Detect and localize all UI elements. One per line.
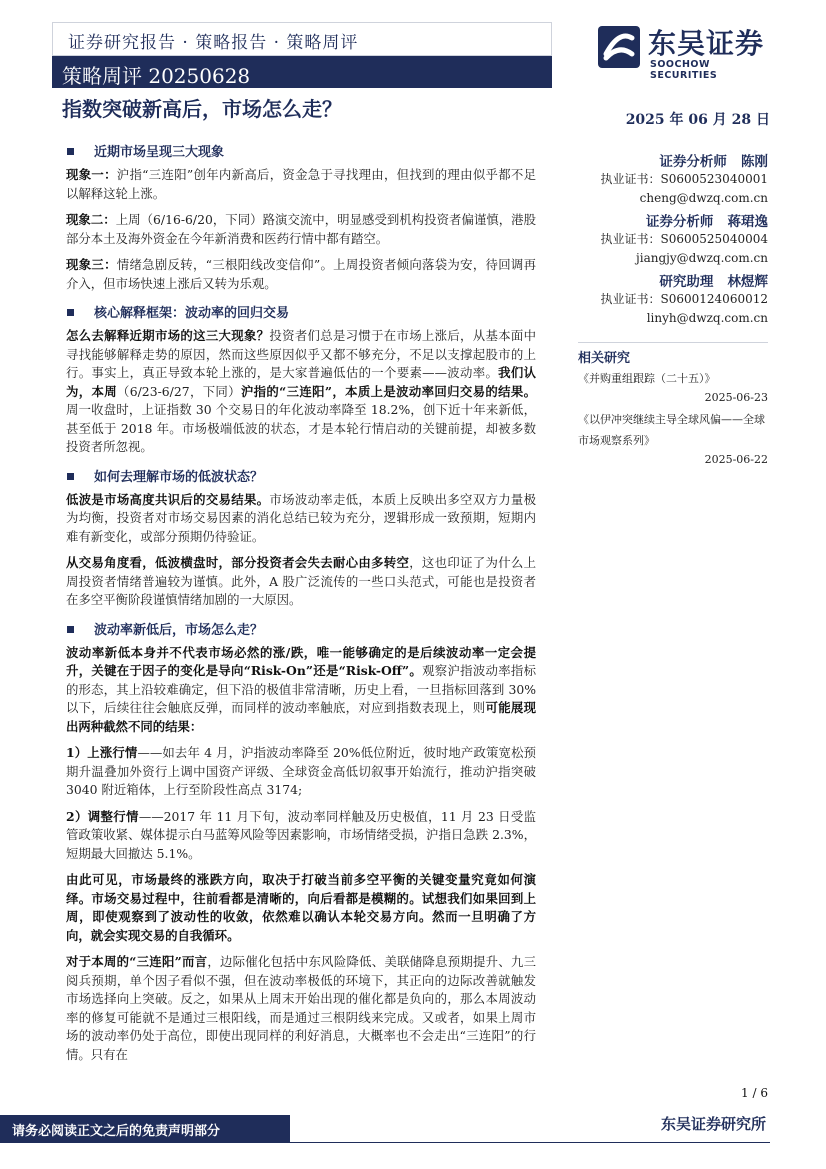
section-heading: 核心解释框架：波动率的回归交易 <box>66 302 536 321</box>
logo-text-cn: 东吴证券 <box>648 27 765 60</box>
analyst-block <box>578 210 768 268</box>
paragraph: 从交易角度看，低波横盘时，部分投资者会失去耐心由多转空，这也印证了为什么上周投资者情绪普遍较为谨慎。此外，A 股广泛流传的一些口头范式，可能也是投资者在多空平衡阶段谨慎情绪加剧的一大原因。 <box>66 555 537 607</box>
analyst-block <box>578 270 768 328</box>
bullet-square-icon <box>67 626 74 633</box>
institute-name: 东吴证券研究所 <box>660 1115 766 1133</box>
analyst-block <box>578 150 768 208</box>
related-research-item[interactable]: 《并购重组跟踪（二十五）》 <box>578 372 716 385</box>
main-content <box>66 132 536 1072</box>
paragraph: 现象二：上周（6/16-6/20，下同）路演交流中，明显感受到机构投资者偏谨慎，港股部分本土及海外资金在今年新消费和医药行情中都有踏空。 <box>66 212 536 246</box>
paragraph: 怎么去解释近期市场的这三大现象？投资者们总是习惯于在市场上涨后，从基本面中寻找能够解释走势的原因，然而这些原因似乎又都不够充分，不足以支撑起股市的上行。事实上，真正导致本轮上涨的，是大家普遍低估的一个要素——波动率。我们认为，本周（6/23-6/27，下同）沪指的“三连阳”，本质上是波动率回归交易的结果。周一收盘时，上证指数 30 个交易日的年化波动率降至 18.2%，创下近十年来新低，甚至低于 2018 年。市场极端低波的状态，才是本轮行情启动的关键前提，却被多数投资者所忽视。 <box>66 328 537 454</box>
bullet-square-icon <box>67 473 74 480</box>
paragraph: 对于本周的“三连阳”而言，边际催化包括中东风险降低、美联储降息预期提升、九三阅兵预期，单个因子看似不强，但在波动率极低的环境下，其正向的边际改善就触发市场选择向上突破。反之，如果从上周末开始出现的催化都是负向的，那么本周波动率的修复可能就不是通过三根阳线，而是通过三根阴线来完成。又或者，如果上周市场的波动率仍处于高位，即使出现同样的利好消息，大概率也不会走出“三连阳”的行情。只有在 <box>66 954 537 1062</box>
analyst-role: 研究助理 林煜辉 <box>659 274 768 290</box>
paragraph: 低波是市场高度共识后的交易结果。市场波动率走低，本质上反映出多空双方力量极为均衡，投资者对市场交易因素的消化总结已较为充分，逻辑形成一致预期，短期内难有新变化，或部分预期仍待验证。 <box>66 491 537 544</box>
report-series: 证券研究报告 · 策略报告 · 策略周评 <box>68 33 359 53</box>
paragraph: 1）上涨行情——如去年 4 月，沪指波动率降至 20%低位附近，彼时地产政策宽松预期升温叠加外资行上调中国资产评级、全球资金高低切叙事开始流行，推动沪指突破 3040 附近箱体，上行至阶段性高点 3174; <box>66 745 536 797</box>
analyst-cert: 执业证书：S0600124060012 <box>600 292 768 306</box>
analyst-email[interactable]: linyh@dwzq.com.cn <box>646 311 768 325</box>
related-research-date: 2025-06-23 <box>704 391 768 404</box>
company-logo <box>596 22 776 81</box>
analyst-email[interactable]: jiangjy@dwzq.com.cn <box>636 251 768 265</box>
analyst-role: 证券分析师 蒋珺逸 <box>645 214 768 230</box>
disclaimer-text: 请务必阅读正文之后的免责声明部分 <box>12 1124 221 1139</box>
logo-mark-icon <box>596 24 642 70</box>
footer-divider <box>290 1142 770 1143</box>
analyst-cert: 执业证书：S0600523040001 <box>600 172 768 186</box>
paragraph: 现象一：沪指“三连阳”创年内新高后，资金急于寻找理由，但找到的理由似乎都不足以解释这轮上涨。 <box>66 167 536 201</box>
related-research-date: 2025-06-22 <box>704 453 768 466</box>
paragraph: 2）调整行情——2017 年 11 月下旬，波动率同样触及历史极值，11 月 23 日受监管政策收紧、媒体提示白马蓝筹风险等因素影响，市场情绪受损，沪指日急跌 2.3%，短期最大回撤达 5.1%。 <box>66 808 537 861</box>
bullet-square-icon <box>67 148 74 155</box>
report-id: 策略周评 20250628 <box>62 64 251 88</box>
section-heading: 近期市场呈现三大现象 <box>66 141 536 160</box>
paragraph: 现象三：情绪急剧反转，“三根阳线改变信仰”。上周投资者倾向落袋为安，待回调再介入，但市场快速上涨后又转为乐观。 <box>66 257 536 291</box>
paragraph: 由此可见，市场最终的涨跌方向，取决于打破当前多空平衡的关键变量究竟如何演绎。市场交易过程中，往前看都是清晰的，向后看都是模糊的。试想我们如果回到上周，即使观察到了波动性的收敛，依然难以确认本轮交易方向。然而一旦明确了方向，就会实现交易的自我循环。 <box>66 872 536 943</box>
sidebar <box>578 148 768 469</box>
related-research-heading: 相关研究 <box>578 342 768 366</box>
section-heading: 波动率新低后，市场怎么走？ <box>66 619 536 638</box>
logo-text-en: SOOCHOW SECURITIES <box>650 59 718 81</box>
analyst-cert: 执业证书：S0600525040004 <box>600 232 768 246</box>
paragraph: 波动率新低本身并不代表市场必然的涨/跌，唯一能够确定的是后续波动率一定会提升，关键在于因子的变化是导向“Risk-On”还是“Risk-Off”。观察沪指波动率指标的形态，其上沿较难确定，但下沿的极值非常清晰，历史上看，一旦指标回落到 30%以下，后续往往会触底反弹，而同样的波动率触底，对应到指数表现上，则可能展现出两种截然不同的结果： <box>66 644 537 734</box>
analyst-role: 证券分析师 陈刚 <box>659 154 768 170</box>
section-heading: 如何去理解市场的低波状态？ <box>66 466 536 485</box>
page-number: 1 / 6 <box>741 1086 768 1100</box>
report-title: 指数突破新高后，市场怎么走？ <box>62 97 342 121</box>
related-research-item[interactable]: 《以伊冲突继续主导全球风偏——全球市场观察系列》 <box>578 413 765 447</box>
bullet-square-icon <box>67 309 74 316</box>
report-date: 2025 年 06 月 28 日 <box>625 112 770 128</box>
analyst-email[interactable]: cheng@dwzq.com.cn <box>639 191 768 205</box>
